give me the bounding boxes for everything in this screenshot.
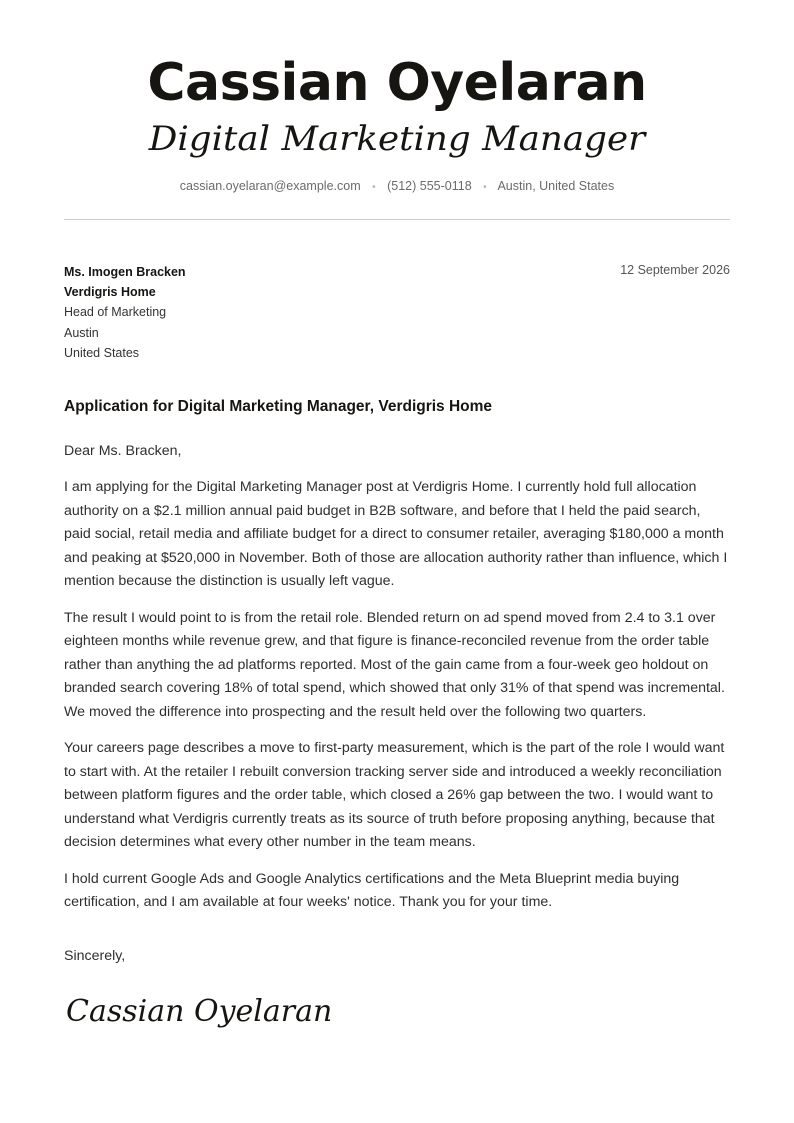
applicant-name: Cassian Oyelaran: [147, 53, 647, 113]
recipient-company: Verdigris Home: [64, 285, 156, 300]
contact-phone: (512) 555-0118: [387, 179, 472, 193]
contact-location: Austin, United States: [497, 179, 615, 193]
salutation: Dear Ms. Bracken,: [64, 443, 182, 459]
contact-separator: •: [372, 182, 376, 193]
recipient-name: Ms. Imogen Bracken: [64, 265, 186, 279]
letter-date: 12 September 2026: [620, 263, 730, 277]
contact-email: cassian.oyelaran@example.com: [179, 179, 361, 193]
closing: Sincerely,: [64, 948, 126, 964]
body-paragraph: Your careers page describes a move to first-party measurement, which is the part of the role I would want to start with. At the retailer I rebuilt conversion tracking server side and introduced a weekly reconciliation between platform figures and the order table, which closed a 26% gap between the two. I would want to understand what Verdigris currently treats as its source of truth before proposing anything, because that decision determines what every other number in the team means.: [64, 740, 725, 851]
contact-separator: •: [483, 182, 487, 193]
body-paragraph: I am applying for the Digital Marketing Manager post at Verdigris Home. I currently hold full allocation authority on a $2.1 million annual paid budget in B2B software, and before that I held the paid search, paid social, retail media and affiliate budget for a direct to consumer retailer, averaging $180,000 a month and peaking at $520,000 in November. Both of those are allocation authority rather than influence, which I mention because the distinction is usually left vague.: [64, 479, 728, 590]
letter-body: [64, 440, 730, 927]
body-paragraph: I hold current Google Ads and Google Analytics certifications and the Meta Blueprint media buying certification, and I am available at four weeks' notice. Thank you for your time.: [64, 870, 680, 911]
recipient-country: United States: [64, 345, 140, 360]
recipient-title: Head of Marketing: [64, 305, 167, 320]
recipient-city: Austin: [64, 325, 99, 340]
recipient-block: [64, 262, 464, 363]
body-paragraph: The result I would point to is from the retail role. Blended return on ad spend moved from 2.4 to 3.1 over eighteen months while revenue grew, and that figure is finance-reconciled revenue from the order table rather than anything the ad platforms reported. Most of the gain came from a four-week geo holdout on branded search covering 18% of total spend, which showed that only 31% of that spend was incremental. We moved the difference into prospecting and the result held over the following two quarters.: [64, 609, 725, 720]
applicant-role: Digital Marketing Manager: [148, 119, 646, 159]
contact-line: [0, 178, 794, 196]
letter-subject: Application for Digital Marketing Manager, Verdigris Home: [64, 398, 493, 415]
signature: Cassian Oyelaran: [66, 994, 333, 1029]
header-divider: [64, 219, 730, 220]
